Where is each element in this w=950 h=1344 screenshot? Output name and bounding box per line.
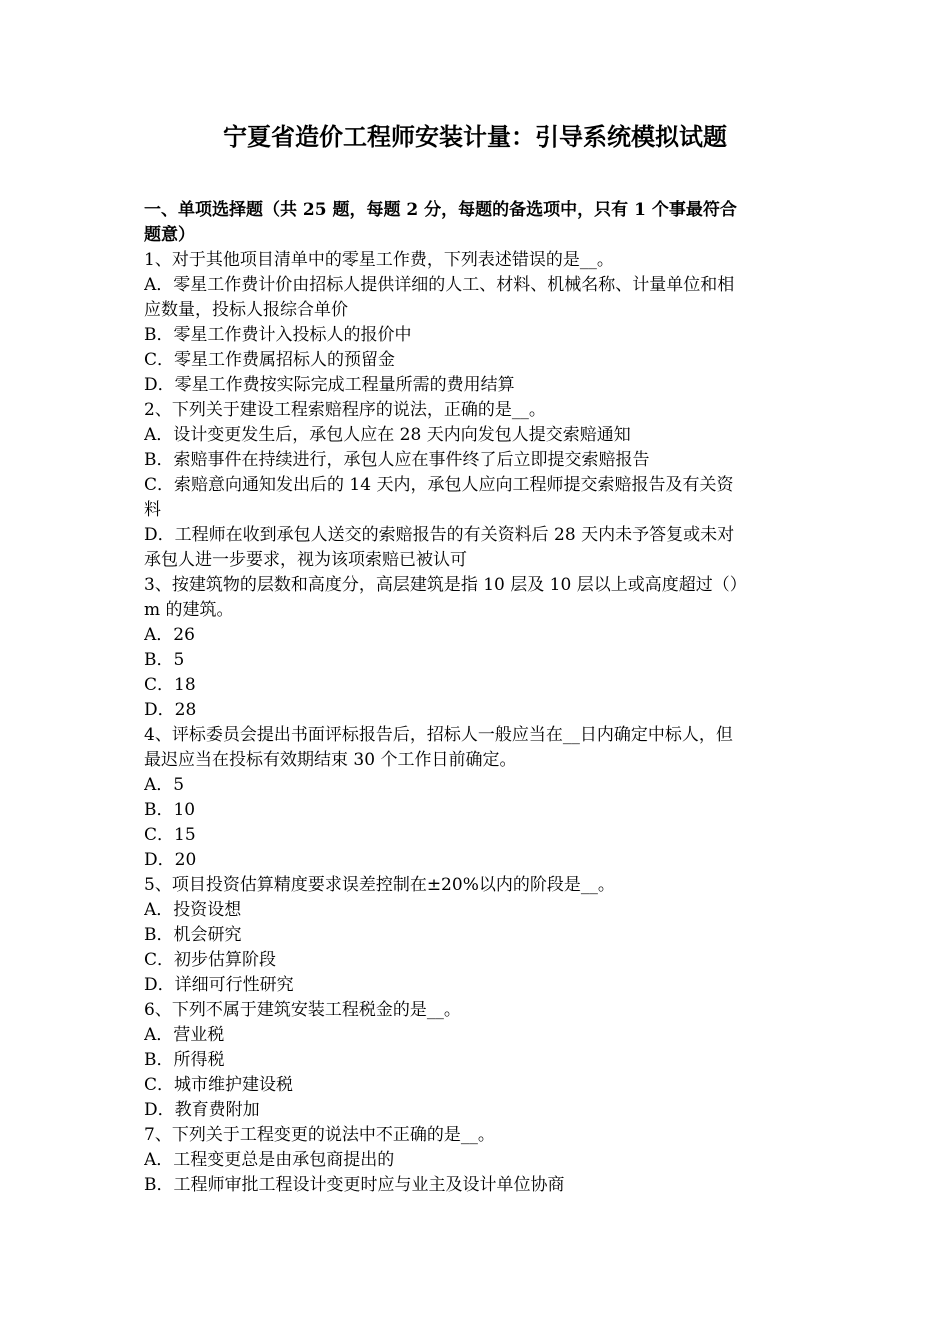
- text-line: 4、评标委员会提出书面评标报告后，招标人一般应当在__日内确定中标人，但: [144, 725, 733, 745]
- text-line: A．26: [144, 625, 195, 645]
- text-line: A．营业税: [144, 1025, 225, 1045]
- document-body: [144, 198, 810, 1198]
- text-line: B．索赔事件在持续进行，承包人应在事件终了后立即提交索赔报告: [144, 450, 650, 470]
- text-line: B．10: [144, 800, 196, 820]
- text-line: D．详细可行性研究: [144, 975, 294, 995]
- text-line: B．工程师审批工程设计变更时应与业主及设计单位协商: [144, 1175, 565, 1195]
- text-line: B．5: [144, 650, 185, 670]
- text-line: A．投资设想: [144, 900, 242, 920]
- text-line: 承包人进一步要求，视为该项索赔已被认可: [144, 550, 467, 570]
- text-line: 5、项目投资估算精度要求误差控制在±20%以内的阶段是__。: [144, 875, 615, 895]
- text-line: C．零星工作费属招标人的预留金: [144, 350, 396, 370]
- text-line: A．零星工作费计价由招标人提供详细的人工、材料、机械名称、计量单位和相: [144, 275, 735, 295]
- text-line: 3、按建筑物的层数和高度分，高层建筑是指 10 层及 10 层以上或高度超过（）: [144, 575, 747, 595]
- text-line: C．初步估算阶段: [144, 950, 277, 970]
- text-line: 1、对于其他项目清单中的零星工作费，下列表述错误的是__。: [144, 250, 614, 270]
- text-line: C．18: [144, 675, 196, 695]
- section-heading-line-2: 题意）: [144, 225, 195, 245]
- text-line: 6、下列不属于建筑安装工程税金的是__。: [144, 1000, 461, 1020]
- text-line: A．5: [144, 775, 185, 795]
- text-line: C．城市维护建设税: [144, 1075, 294, 1095]
- text-line: 应数量，投标人报综合单价: [144, 300, 348, 320]
- text-line: D．零星工作费按实际完成工程量所需的费用结算: [144, 375, 515, 395]
- text-line: C．索赔意向通知发出后的 14 天内，承包人应向工程师提交索赔报告及有关资: [144, 475, 734, 495]
- text-line: D．工程师在收到承包人送交的索赔报告的有关资料后 28 天内未予答复或未对: [144, 525, 735, 545]
- section-heading-line-1: 一、单项选择题（共 25 题，每题 2 分，每题的备选项中，只有 1 个事最符合: [144, 200, 737, 220]
- question-lines: [144, 248, 810, 1198]
- text-line: D．教育费附加: [144, 1100, 260, 1120]
- text-line: A．工程变更总是由承包商提出的: [144, 1150, 395, 1170]
- text-line: 最迟应当在投标有效期结束 30 个工作日前确定。: [144, 750, 517, 770]
- document-title: 宁夏省造价工程师安装计量：引导系统模拟试题: [223, 122, 727, 151]
- text-line: m 的建筑。: [144, 600, 234, 620]
- text-line: 2、下列关于建设工程索赔程序的说法，正确的是__。: [144, 400, 546, 420]
- text-line: B．所得税: [144, 1050, 225, 1070]
- text-line: D．20: [144, 850, 197, 870]
- text-line: 7、下列关于工程变更的说法中不正确的是__。: [144, 1125, 495, 1145]
- text-line: D．28: [144, 700, 197, 720]
- text-line: A．设计变更发生后，承包人应在 28 天内向发包人提交索赔通知: [144, 425, 631, 445]
- text-line: B．零星工作费计入投标人的报价中: [144, 325, 412, 345]
- text-line: B．机会研究: [144, 925, 242, 945]
- text-line: 料: [144, 500, 161, 520]
- text-line: C．15: [144, 825, 196, 845]
